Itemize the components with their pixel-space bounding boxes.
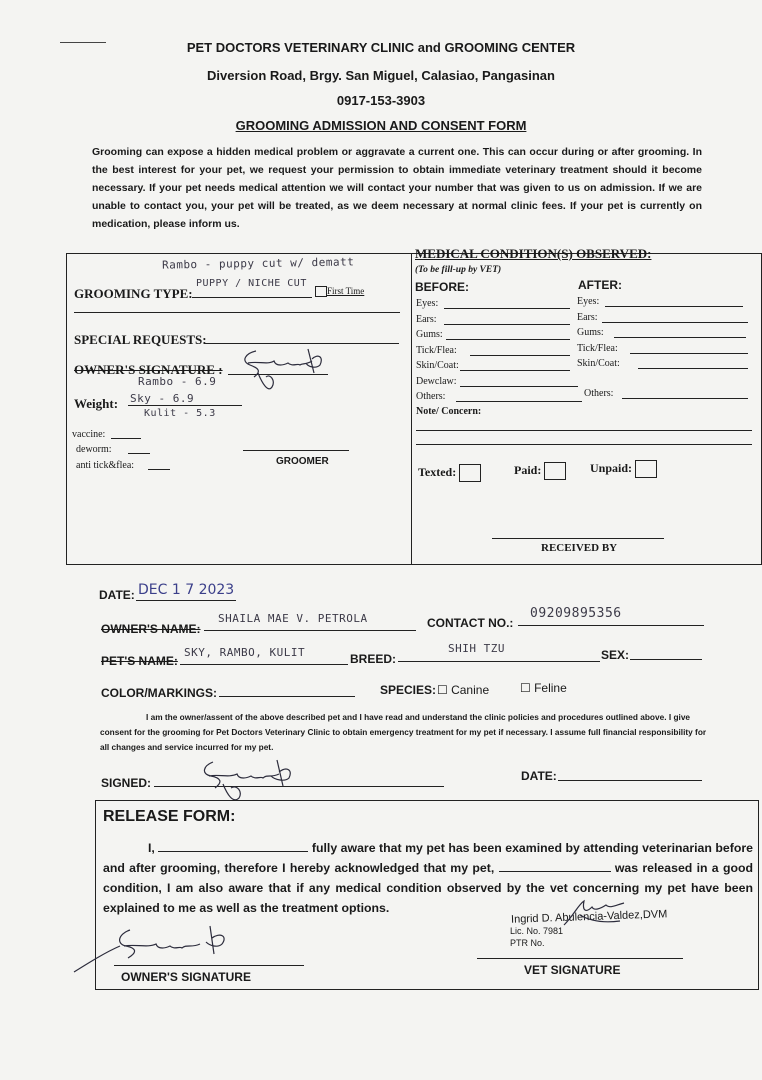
contact-value[interactable]: 09209895356 xyxy=(530,606,622,621)
vet-lic: Lic. No. 7981 xyxy=(510,926,564,936)
unpaid-checkbox[interactable] xyxy=(635,460,657,478)
before-line-others[interactable] xyxy=(456,401,582,402)
clinic-address: Diversion Road, Brgy. San Miguel, Calasiao, Pangasinan xyxy=(207,68,555,83)
note-line-1[interactable] xyxy=(416,430,752,431)
clinic-phone: 0917-153-3903 xyxy=(336,93,426,108)
weight-line[interactable] xyxy=(128,405,242,406)
after-label-skincoat: Skin/Coat: xyxy=(577,358,620,369)
grooming-type-label: GROOMING TYPE: xyxy=(74,286,193,301)
after-line-tickflea[interactable] xyxy=(630,353,748,354)
release-owner-blank[interactable] xyxy=(158,851,308,852)
breed-line xyxy=(398,661,600,662)
after-label-gums: Gums: xyxy=(577,327,604,338)
before-label-gums: Gums: xyxy=(416,329,443,340)
before-line-gums[interactable] xyxy=(446,339,570,340)
grooming-note: Rambo - puppy cut w/ dematt xyxy=(161,255,355,272)
texted-label: Texted: xyxy=(418,464,457,479)
owner-signature-mark xyxy=(228,343,338,398)
sex-label: SEX: xyxy=(601,648,630,662)
weight-kulit: Kulit - 5.3 xyxy=(144,408,216,419)
received-by-label: RECEIVED BY xyxy=(541,542,618,554)
before-line-tickflea[interactable] xyxy=(470,355,570,356)
first-time-checkbox[interactable] xyxy=(315,286,327,297)
anti-tick-label: anti tick&flea: xyxy=(76,460,135,471)
after-label-ears: Ears: xyxy=(577,311,598,323)
before-label-dewclaw: Dewclaw: xyxy=(416,375,457,387)
paid-field[interactable] xyxy=(514,462,566,480)
after-line-eyes[interactable] xyxy=(605,306,743,307)
species-label: SPECIES: xyxy=(380,683,437,697)
after-line-ears[interactable] xyxy=(602,322,748,323)
pet-name-value[interactable]: SKY, RAMBO, KULIT xyxy=(184,646,306,659)
vaccine-line[interactable] xyxy=(111,438,141,439)
vet-name: Ingrid D. Abulencia-Valdez,DVM xyxy=(510,908,668,926)
before-label-tickflea: Tick/Flea: xyxy=(416,344,457,356)
weight-label: Weight: xyxy=(74,396,119,411)
date-label: DATE: xyxy=(99,588,135,602)
release-paragraph xyxy=(103,838,753,918)
owner-name-label: OWNER'S NAME: xyxy=(101,622,201,636)
before-label-eyes: Eyes: xyxy=(416,298,439,309)
weight-sky: Sky - 6.9 xyxy=(130,392,195,405)
unpaid-field[interactable] xyxy=(590,460,657,478)
after-line-gums[interactable] xyxy=(614,337,746,338)
after-label-tickflea: Tick/Flea: xyxy=(577,342,618,354)
form-title: GROOMING ADMISSION AND CONSENT FORM xyxy=(235,118,527,133)
received-by-line[interactable] xyxy=(492,538,664,539)
grooming-type-line xyxy=(192,297,312,298)
after-line-skincoat[interactable] xyxy=(638,368,748,369)
vet-sig-label: VET SIGNATURE xyxy=(524,963,621,977)
texted-checkbox[interactable] xyxy=(459,464,481,482)
deworm-label: deworm: xyxy=(76,444,112,455)
release-pet-blank[interactable] xyxy=(499,871,611,872)
consent-paragraph: I am the owner/assent of the above described pet and I have read and understand the clinic policies and procedures outlined above. I give consent for the grooming for Pet Doctors Veterinary Clinic to obtain emergency treatment for my pet if necessary. I assume full financial responsibility for all changes and service incurred for my pet. xyxy=(100,712,707,752)
vet-sig-line[interactable] xyxy=(477,958,683,959)
consent-date-line[interactable] xyxy=(558,780,702,781)
vet-signature-mark xyxy=(560,895,640,935)
canine-option[interactable]: ☐ Canine xyxy=(437,683,490,697)
after-line-others[interactable] xyxy=(622,398,748,399)
groomer-label: GROOMER xyxy=(276,456,329,467)
color-label: COLOR/MARKINGS: xyxy=(101,686,217,700)
owner-release-signature-mark xyxy=(70,918,270,978)
signed-label: SIGNED: xyxy=(101,776,152,790)
before-label-ears: Ears: xyxy=(416,313,437,325)
vaccine-label: vaccine: xyxy=(72,429,106,440)
release-title: RELEASE FORM: xyxy=(103,808,236,825)
before-line-skincoat[interactable] xyxy=(460,370,570,371)
pet-name-line xyxy=(180,664,348,665)
after-label: AFTER: xyxy=(578,278,622,292)
contact-line xyxy=(518,625,704,626)
owner-release-sig-line[interactable] xyxy=(114,965,304,966)
unpaid-label: Unpaid: xyxy=(590,460,633,475)
before-line-ears[interactable] xyxy=(444,324,570,325)
before-label-skincoat: Skin/Coat: xyxy=(416,360,459,371)
paid-label: Paid: xyxy=(514,462,542,477)
after-label-eyes: Eyes: xyxy=(577,296,600,307)
release-text-mid: fully aware that my pet has been examined by attending veterinarian before and after grooming, therefore I hereby acknowledged that my pet, xyxy=(103,841,753,875)
clinic-name: PET DOCTORS VETERINARY CLINIC and GROOMING CENTER xyxy=(186,40,576,55)
grooming-extra-line xyxy=(74,312,400,313)
medical-title: MEDICAL CONDITION(S) OBSERVED: xyxy=(415,246,652,261)
before-line-eyes[interactable] xyxy=(444,308,570,309)
vet-ptr: PTR No. xyxy=(510,938,545,948)
after-label-others: Others: xyxy=(584,388,614,399)
weight-rambo: Rambo - 6.9 xyxy=(138,375,217,388)
texted-field[interactable] xyxy=(418,464,481,482)
feline-option[interactable]: ☐ Feline xyxy=(520,681,567,695)
sex-line[interactable] xyxy=(630,659,702,660)
before-line-dewclaw[interactable] xyxy=(460,386,578,387)
before-label-others: Others: xyxy=(416,391,446,402)
breed-label: BREED: xyxy=(350,652,397,666)
consent-signature-mark xyxy=(195,752,305,807)
first-time-label: First Time xyxy=(327,286,365,296)
consent-date-label: DATE: xyxy=(521,769,557,783)
before-label: BEFORE: xyxy=(415,280,469,294)
pet-name-label: PET'S NAME: xyxy=(101,654,178,668)
release-text-end: was released in a good condition, I am also aware that if any medical condition observed by the vet concerning my pet have been explained to me as well as the treatment options. xyxy=(103,861,753,915)
owner-name-value[interactable]: SHAILA MAE V. PETROLA xyxy=(218,612,368,625)
grooming-type-value[interactable]: PUPPY / NICHE CUT xyxy=(196,278,307,289)
deworm-line[interactable] xyxy=(128,453,150,454)
note-label: Note/ Concern: xyxy=(416,406,482,417)
medical-subtitle: (To be fill-up by VET) xyxy=(415,265,502,275)
owner-name-line xyxy=(204,630,416,631)
breed-value[interactable]: SHIH TZU xyxy=(448,642,505,655)
note-line-2[interactable] xyxy=(416,444,752,445)
anti-tick-line[interactable] xyxy=(148,469,170,470)
groomer-line[interactable] xyxy=(243,450,349,451)
box-divider xyxy=(411,253,412,564)
release-text-i: I, xyxy=(148,841,155,855)
color-line[interactable] xyxy=(219,696,355,697)
paid-checkbox[interactable] xyxy=(544,462,566,480)
date-line xyxy=(136,600,236,601)
owner-release-sig-label: OWNER'S SIGNATURE xyxy=(121,970,251,984)
special-requests-label: SPECIAL REQUESTS: xyxy=(74,332,207,347)
owner-signature-label: OWNER'S SIGNATURE : xyxy=(74,362,223,377)
date-value[interactable]: DEC 1 7 2023 xyxy=(138,582,235,598)
contact-label: CONTACT NO.: xyxy=(427,616,514,630)
intro-paragraph: Grooming can expose a hidden medical problem or aggravate a current one. This can occur during or after grooming. In the best interest for your pet, we request your permission to obtain immediate veterinary treatment should it become necessary. If your pet needs medical attention we will contact your number that was given to us on admission. If we are unable to contact you, your pet will be treated, as we deem necessary at normal clinic fees. If your pet is currently on medication, please inform us. xyxy=(92,146,702,230)
